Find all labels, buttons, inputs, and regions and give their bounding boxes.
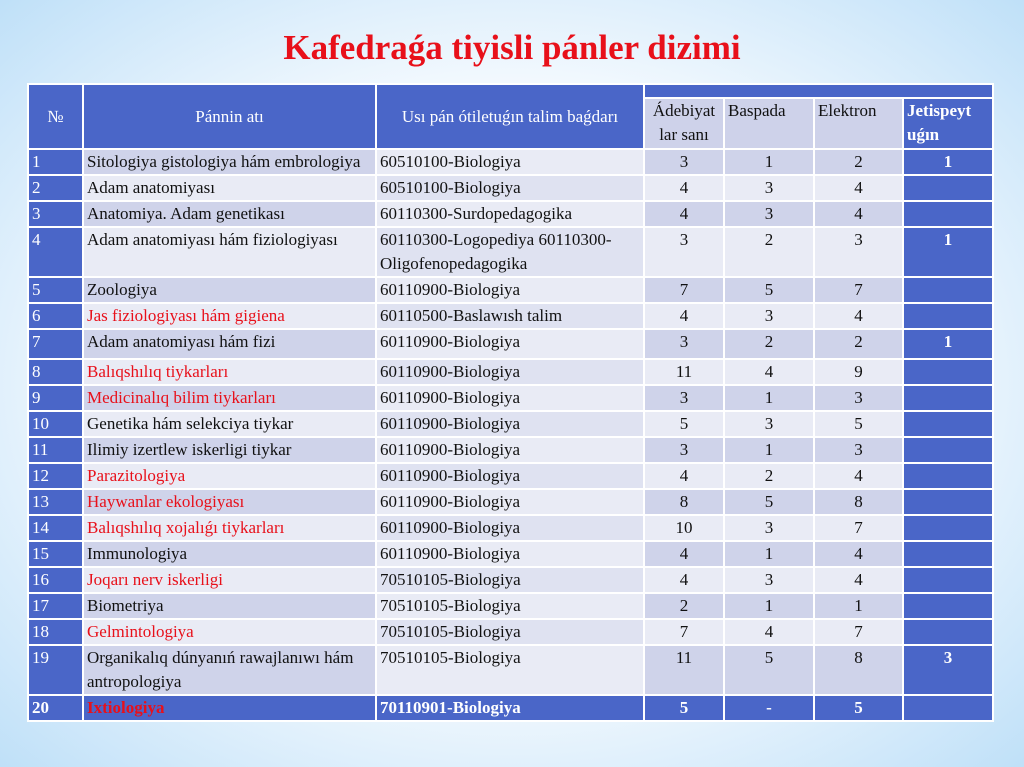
shortage-count xyxy=(903,541,993,567)
literature-count: 3 xyxy=(644,385,724,411)
program-code: 70510105-Biologiya xyxy=(376,645,644,695)
electronic-count: 4 xyxy=(814,303,903,329)
row-number: 18 xyxy=(28,619,83,645)
electronic-count: 7 xyxy=(814,515,903,541)
electronic-count: 4 xyxy=(814,463,903,489)
shortage-count xyxy=(903,385,993,411)
table-row xyxy=(28,463,993,489)
program-code: 60110300-Surdopedagogika xyxy=(376,201,644,227)
in-print-count: 3 xyxy=(724,411,814,437)
in-print-count: 3 xyxy=(724,515,814,541)
literature-count: 5 xyxy=(644,695,724,721)
table-row xyxy=(28,695,993,721)
electronic-count: 5 xyxy=(814,411,903,437)
program-code: 60110900-Biologiya xyxy=(376,541,644,567)
table-row xyxy=(28,411,993,437)
header-group xyxy=(644,84,993,98)
shortage-count: 3 xyxy=(903,645,993,695)
in-print-count: 2 xyxy=(724,463,814,489)
literature-count: 4 xyxy=(644,175,724,201)
row-number: 13 xyxy=(28,489,83,515)
row-number: 6 xyxy=(28,303,83,329)
table-row xyxy=(28,201,993,227)
literature-count: 11 xyxy=(644,359,724,385)
row-number: 7 xyxy=(28,329,83,359)
table-row xyxy=(28,359,993,385)
table-row xyxy=(28,515,993,541)
subject-name: Balıqshılıq xojalıǵı tiykarları xyxy=(83,515,376,541)
table-row xyxy=(28,593,993,619)
header-name: Pánnin atı xyxy=(83,84,376,149)
in-print-count: 4 xyxy=(724,359,814,385)
subject-name: Gelmintologiya xyxy=(83,619,376,645)
in-print-count: 3 xyxy=(724,201,814,227)
in-print-count: 1 xyxy=(724,437,814,463)
shortage-count xyxy=(903,567,993,593)
shortage-count xyxy=(903,411,993,437)
program-code: 60110900-Biologiya xyxy=(376,385,644,411)
in-print-count: 2 xyxy=(724,329,814,359)
row-number: 3 xyxy=(28,201,83,227)
table-row xyxy=(28,149,993,175)
shortage-count xyxy=(903,593,993,619)
subject-name: Haywanlar ekologiyası xyxy=(83,489,376,515)
table-row xyxy=(28,175,993,201)
literature-count: 2 xyxy=(644,593,724,619)
subject-name: Jas fiziologiyası hám gigiena xyxy=(83,303,376,329)
subject-name: Adam anatomiyası hám fizi xyxy=(83,329,376,359)
electronic-count: 5 xyxy=(814,695,903,721)
table-row xyxy=(28,303,993,329)
table-row xyxy=(28,645,993,695)
table-row xyxy=(28,567,993,593)
in-print-count: 1 xyxy=(724,593,814,619)
program-code: 60510100-Biologiya xyxy=(376,175,644,201)
electronic-count: 8 xyxy=(814,645,903,695)
row-number: 2 xyxy=(28,175,83,201)
program-code: 70510105-Biologiya xyxy=(376,567,644,593)
subject-name: Anatomiya. Adam genetikası xyxy=(83,201,376,227)
shortage-count xyxy=(903,489,993,515)
literature-count: 11 xyxy=(644,645,724,695)
subject-name: Zoologiya xyxy=(83,277,376,303)
row-number: 12 xyxy=(28,463,83,489)
row-number: 4 xyxy=(28,227,83,277)
slide-title: Kafedraǵa tiyisli pánler dizimi xyxy=(283,28,741,67)
in-print-count: 1 xyxy=(724,541,814,567)
program-code: 60110900-Biologiya xyxy=(376,277,644,303)
table-row xyxy=(28,619,993,645)
row-number: 16 xyxy=(28,567,83,593)
header-code: Usı pán ótiletuǵın talim baǵdarı xyxy=(376,84,644,149)
program-code: 60110500-Baslawısh talim xyxy=(376,303,644,329)
subject-name: Genetika hám selekciya tiykar xyxy=(83,411,376,437)
literature-count: 3 xyxy=(644,329,724,359)
shortage-count xyxy=(903,359,993,385)
subject-name: Ixtiologiya xyxy=(83,695,376,721)
subject-name: Adam anatomiyası hám fiziologiyası xyxy=(83,227,376,277)
subject-name: Organikalıq dúnyanıń rawajlanıwı hám antropologiya xyxy=(83,645,376,695)
literature-count: 3 xyxy=(644,227,724,277)
header-jetispeyt: Jetispeyt uǵın xyxy=(903,98,993,149)
electronic-count: 3 xyxy=(814,227,903,277)
table-row xyxy=(28,227,993,277)
table-row xyxy=(28,329,993,359)
shortage-count xyxy=(903,277,993,303)
literature-count: 7 xyxy=(644,277,724,303)
program-code: 70510105-Biologiya xyxy=(376,593,644,619)
electronic-count: 4 xyxy=(814,567,903,593)
row-number: 15 xyxy=(28,541,83,567)
electronic-count: 2 xyxy=(814,149,903,175)
subject-name: Medicinalıq bilim tiykarları xyxy=(83,385,376,411)
row-number: 1 xyxy=(28,149,83,175)
row-number: 20 xyxy=(28,695,83,721)
in-print-count: 5 xyxy=(724,489,814,515)
literature-count: 4 xyxy=(644,303,724,329)
in-print-count: 4 xyxy=(724,619,814,645)
program-code: 60110900-Biologiya xyxy=(376,489,644,515)
literature-count: 3 xyxy=(644,437,724,463)
program-code: 70110901-Biologiya xyxy=(376,695,644,721)
electronic-count: 1 xyxy=(814,593,903,619)
electronic-count: 9 xyxy=(814,359,903,385)
subject-name: Sitologiya gistologiya hám embrologiya xyxy=(83,149,376,175)
in-print-count: 1 xyxy=(724,149,814,175)
row-number: 8 xyxy=(28,359,83,385)
row-number: 19 xyxy=(28,645,83,695)
subjects-table xyxy=(27,83,994,722)
subject-name: Immunologiya xyxy=(83,541,376,567)
row-number: 17 xyxy=(28,593,83,619)
row-number: 11 xyxy=(28,437,83,463)
electronic-count: 2 xyxy=(814,329,903,359)
literature-count: 8 xyxy=(644,489,724,515)
shortage-count xyxy=(903,303,993,329)
program-code: 70510105-Biologiya xyxy=(376,619,644,645)
in-print-count: 5 xyxy=(724,277,814,303)
subject-name: Balıqshılıq tiykarları xyxy=(83,359,376,385)
literature-count: 7 xyxy=(644,619,724,645)
shortage-count: 1 xyxy=(903,227,993,277)
shortage-count xyxy=(903,437,993,463)
electronic-count: 3 xyxy=(814,385,903,411)
subject-name: Adam anatomiyası xyxy=(83,175,376,201)
program-code: 60110900-Biologiya xyxy=(376,411,644,437)
subject-name: Joqarı nerv iskerligi xyxy=(83,567,376,593)
program-code: 60110900-Biologiya xyxy=(376,463,644,489)
in-print-count: 3 xyxy=(724,175,814,201)
electronic-count: 3 xyxy=(814,437,903,463)
subject-name: Parazitologiya xyxy=(83,463,376,489)
table-row xyxy=(28,437,993,463)
in-print-count: 3 xyxy=(724,303,814,329)
shortage-count xyxy=(903,619,993,645)
electronic-count: 4 xyxy=(814,201,903,227)
shortage-count xyxy=(903,463,993,489)
in-print-count: - xyxy=(724,695,814,721)
program-code: 60510100-Biologiya xyxy=(376,149,644,175)
table-row xyxy=(28,277,993,303)
header-elektron: Elektron xyxy=(814,98,903,149)
table-row xyxy=(28,385,993,411)
row-number: 9 xyxy=(28,385,83,411)
shortage-count: 1 xyxy=(903,329,993,359)
electronic-count: 7 xyxy=(814,277,903,303)
shortage-count: 1 xyxy=(903,149,993,175)
program-code: 60110900-Biologiya xyxy=(376,437,644,463)
electronic-count: 8 xyxy=(814,489,903,515)
header-baspada: Baspada xyxy=(724,98,814,149)
row-number: 10 xyxy=(28,411,83,437)
shortage-count xyxy=(903,695,993,721)
electronic-count: 4 xyxy=(814,175,903,201)
literature-count: 5 xyxy=(644,411,724,437)
program-code: 60110900-Biologiya xyxy=(376,329,644,359)
in-print-count: 5 xyxy=(724,645,814,695)
in-print-count: 2 xyxy=(724,227,814,277)
literature-count: 3 xyxy=(644,149,724,175)
header-adebiyat: Ádebiyat lar sanı xyxy=(644,98,724,149)
in-print-count: 3 xyxy=(724,567,814,593)
table-row xyxy=(28,489,993,515)
literature-count: 4 xyxy=(644,541,724,567)
subject-name: Biometriya xyxy=(83,593,376,619)
header-no: № xyxy=(28,84,83,149)
literature-count: 4 xyxy=(644,201,724,227)
subject-name: Ilimiy izertlew iskerligi tiykar xyxy=(83,437,376,463)
literature-count: 10 xyxy=(644,515,724,541)
row-number: 14 xyxy=(28,515,83,541)
row-number: 5 xyxy=(28,277,83,303)
table-row xyxy=(28,541,993,567)
program-code: 60110900-Biologiya xyxy=(376,515,644,541)
shortage-count xyxy=(903,175,993,201)
electronic-count: 4 xyxy=(814,541,903,567)
program-code: 60110900-Biologiya xyxy=(376,359,644,385)
program-code: 60110300-Logopediya 60110300-Oligofenopedagogika xyxy=(376,227,644,277)
literature-count: 4 xyxy=(644,463,724,489)
shortage-count xyxy=(903,515,993,541)
shortage-count xyxy=(903,201,993,227)
in-print-count: 1 xyxy=(724,385,814,411)
electronic-count: 7 xyxy=(814,619,903,645)
literature-count: 4 xyxy=(644,567,724,593)
